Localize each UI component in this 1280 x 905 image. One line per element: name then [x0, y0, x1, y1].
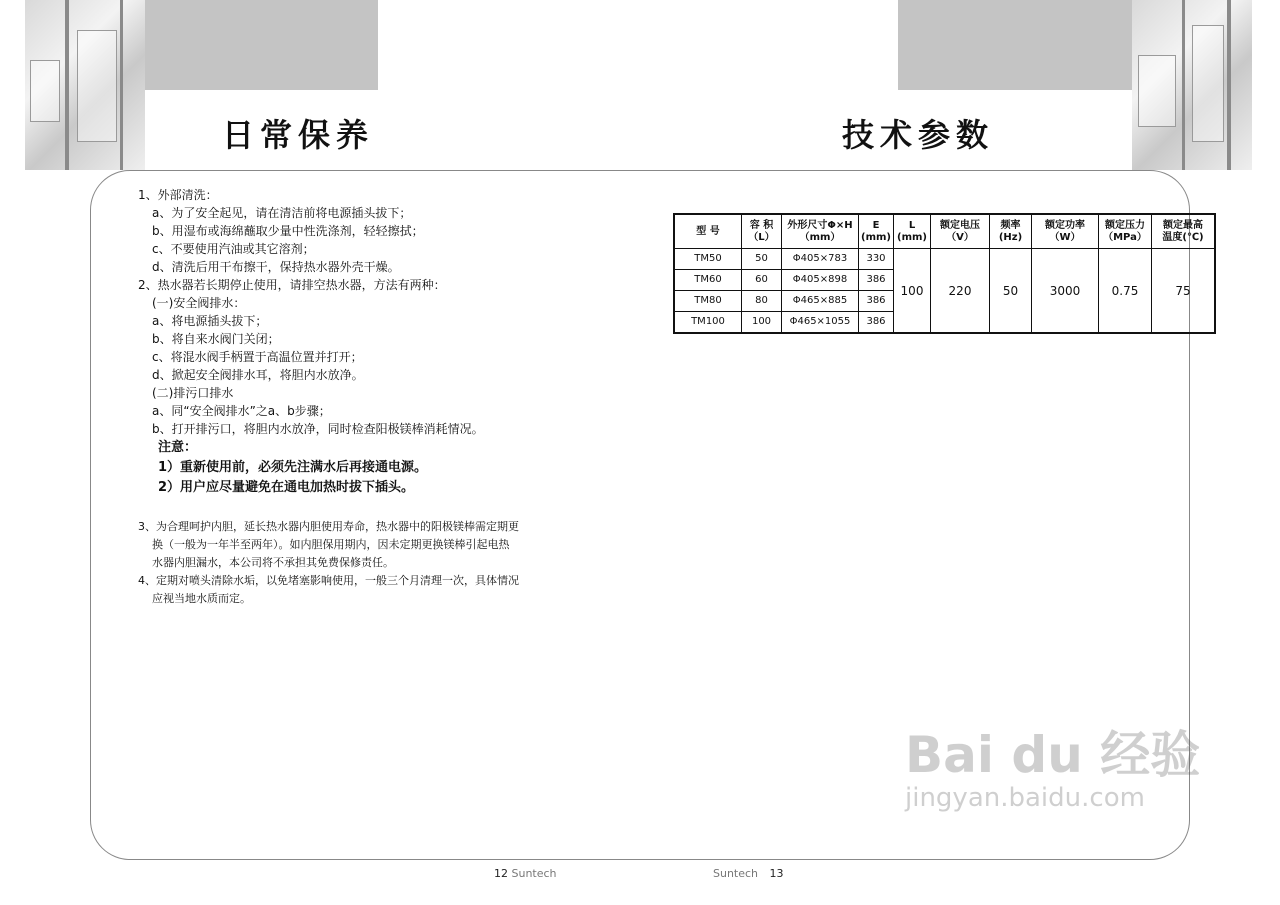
page-seam: [640, 171, 641, 858]
maintenance-line: 2）用户应尽量避免在通电加热时拔下插头。: [158, 480, 415, 495]
spec-header-cell: 容 积 （L）: [742, 214, 782, 249]
maintenance-line: a、将电源插头拔下；: [152, 314, 268, 328]
page-title-specifications: 技术参数: [842, 116, 995, 154]
spec-cell-volume: 80: [742, 291, 782, 312]
maintenance-line: b、打开排污口，将胆内水放净，同时检查阳极镁棒消耗情况。: [152, 422, 484, 436]
spec-cell-volume: 100: [742, 312, 782, 334]
maintenance-line: 应视当地水质而定。: [152, 592, 251, 605]
spec-cell-size: Φ465×885: [782, 291, 859, 312]
watermark-url-text: jingyan.baidu.com: [905, 783, 1145, 813]
maintenance-line: d、清洗后用干布擦干，保持热水器外壳干燥。: [152, 260, 400, 274]
footer-left: [494, 867, 557, 880]
maintenance-line: 1、外部清洗：: [138, 188, 218, 202]
brand-right: Suntech: [713, 867, 759, 880]
maintenance-line: 换（一般为一年半至两年）。如内胆保用期内，因未定期更换镁棒引起电热: [152, 538, 510, 551]
maintenance-line: (一)安全阀排水：: [152, 296, 246, 310]
spec-cell-frequency: 50: [990, 249, 1032, 334]
spec-cell-e: 330: [859, 249, 894, 270]
maintenance-line: 水器内胆漏水，本公司将不承担其免费保修责任。: [152, 556, 394, 569]
spec-cell-model: TM60: [674, 270, 742, 291]
spec-cell-e: 386: [859, 270, 894, 291]
header-gray-block-right: [898, 0, 1132, 90]
maintenance-text: [130, 186, 550, 608]
spec-cell-size: Φ465×1055: [782, 312, 859, 334]
spec-cell-volume: 60: [742, 270, 782, 291]
spec-cell-model: TM50: [674, 249, 742, 270]
spec-cell-size: Φ405×898: [782, 270, 859, 291]
maintenance-line: b、用湿布或海绵蘸取少量中性洗涤剂，轻轻擦拭；: [152, 224, 424, 238]
spec-header-cell: 外形尺寸Φ×H （mm）: [782, 214, 859, 249]
spec-table: [673, 213, 1216, 334]
spec-cell-size: Φ405×783: [782, 249, 859, 270]
spec-header-cell: 频率 (Hz): [990, 214, 1032, 249]
spec-cell-e: 386: [859, 312, 894, 334]
spec-table-header-row: [674, 214, 1215, 249]
maintenance-line: a、同“安全阀排水”之a、b步骤；: [152, 404, 331, 418]
spec-header-cell: 额定压力 （MPa）: [1099, 214, 1152, 249]
maintenance-line: 1）重新使用前，必须先注满水后再接通电源。: [158, 460, 428, 475]
brand-left: Suntech: [511, 867, 557, 880]
line-gap: [130, 498, 550, 518]
spec-cell-e: 386: [859, 291, 894, 312]
watermark-main-text: Bai du 经验: [905, 726, 1201, 784]
page-number-left: 12: [494, 867, 508, 880]
maintenance-line: b、将自来水阀门关闭；: [152, 332, 280, 346]
spec-table-row: [674, 249, 1215, 270]
header-photo-left: [25, 0, 145, 170]
maintenance-line: c、不要使用汽油或其它溶剂；: [152, 242, 315, 256]
maintenance-line: a、为了安全起见，请在清洁前将电源插头拔下；: [152, 206, 412, 220]
maintenance-line: d、掀起安全阀排水耳，将胆内水放净。: [152, 368, 364, 382]
page-title-maintenance: 日常保养: [222, 116, 375, 154]
spec-cell-l: 100: [894, 249, 931, 334]
maintenance-line: 4、定期对喷头清除水垢，以免堵塞影响使用，一般三个月清理一次，具体情况: [138, 574, 519, 587]
maintenance-line: 2、热水器若长期停止使用，请排空热水器，方法有两种：: [138, 278, 446, 292]
spec-header-cell: 型 号: [674, 214, 742, 249]
spec-cell-model: TM100: [674, 312, 742, 334]
maintenance-line: c、将混水阀手柄置于高温位置并打开；: [152, 350, 363, 364]
spec-header-cell: 额定最高 温度(℃): [1152, 214, 1216, 249]
spec-cell-temperature: 75: [1152, 249, 1216, 334]
header-gray-block-left: [145, 0, 378, 90]
spec-cell-power: 3000: [1032, 249, 1099, 334]
maintenance-line: (二)排污口排水: [152, 386, 234, 400]
page-number-right: 13: [769, 867, 784, 880]
footer-right: [713, 867, 784, 880]
maintenance-line: 注意：: [158, 440, 198, 455]
maintenance-line: 3、为合理呵护内胆，延长热水器内胆使用寿命，热水器中的阳极镁棒需定期更: [138, 520, 519, 533]
spec-header-cell: E (mm): [859, 214, 894, 249]
spec-header-cell: 额定功率 （W）: [1032, 214, 1099, 249]
header-photo-right: [1132, 0, 1252, 170]
baidu-watermark: [905, 715, 1200, 813]
spec-cell-pressure: 0.75: [1099, 249, 1152, 334]
spec-header-cell: 额定电压 （V）: [931, 214, 990, 249]
spec-header-cell: L (mm): [894, 214, 931, 249]
spec-cell-voltage: 220: [931, 249, 990, 334]
spec-cell-model: TM80: [674, 291, 742, 312]
spec-cell-volume: 50: [742, 249, 782, 270]
